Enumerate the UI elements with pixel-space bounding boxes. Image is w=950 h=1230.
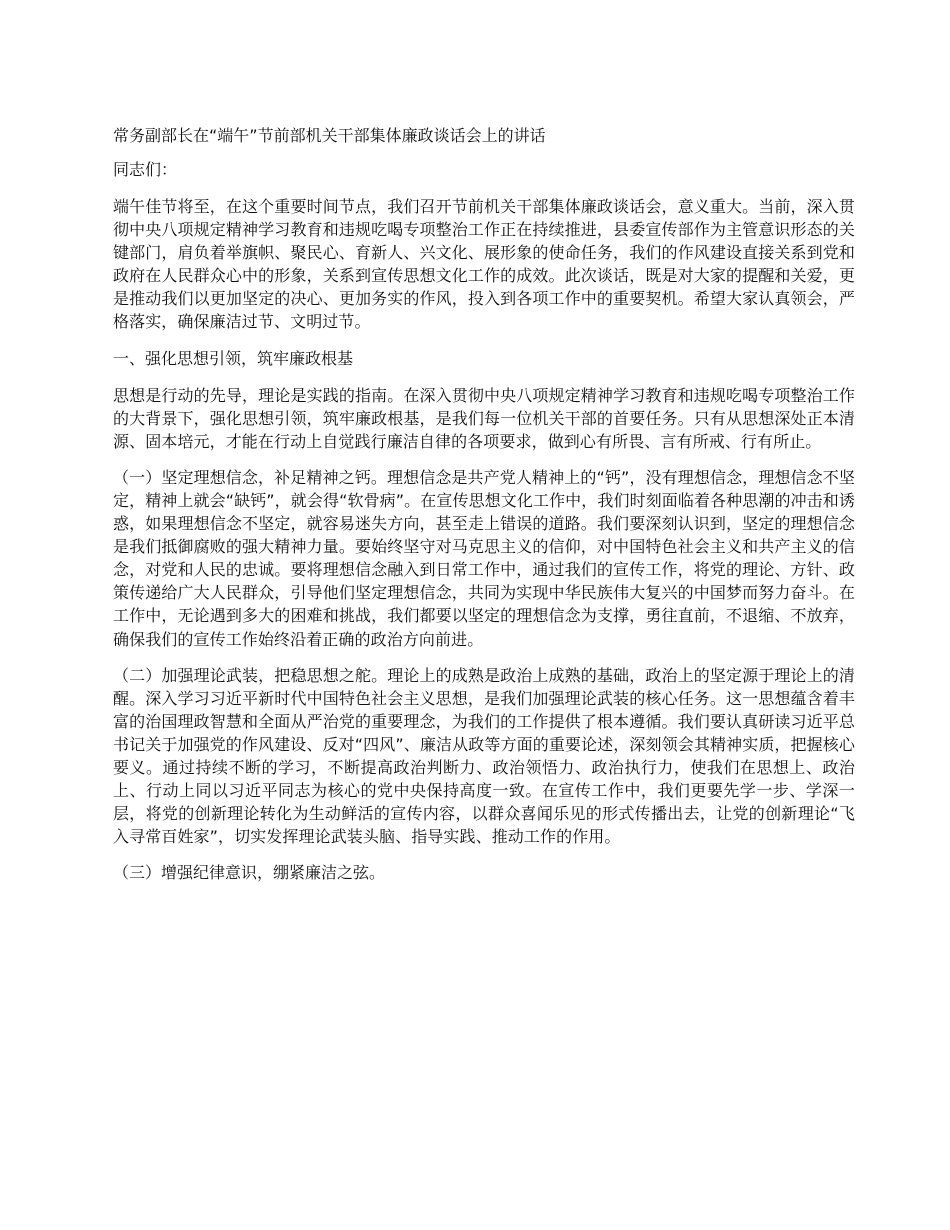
intro-paragraph: 端午佳节将至，在这个重要时间节点，我们召开节前机关干部集体廉政谈话会，意义重大。当前，深入贯彻中央八项规定精神学习教育和违规吃喝专项整治工作正在持续推进，县委宣传部作为主管意识形态的关键部门，肩负着举旗帜、聚民心、育新人、兴文化、展形象的使命任务，我们的作风建设直接关系到党和政府在人民群众心中的形象，关系到宣传思想文化工作的成效。此次谈话，既是对大家的提醒和关爱，更是推动我们以更加坚定的决心、更加务实的作风，投入到各项工作中的重要契机。希望大家认真领会，严格落实，确保廉洁过节、文明过节。 [113, 197, 855, 332]
salutation: 同志们： [113, 160, 178, 179]
subsection-1-paragraph: （一）坚定理想信念，补足精神之钙。理想信念是共产党人精神上的“钙”，没有理想信念，理想信念不坚定，精神上就会“缺钙”，就会得“软骨病”。在宣传思想文化工作中，我们时刻面临着各种思潮的冲击和诱惑，如果理想信念不坚定，就容易迷失方向，甚至走上错误的道路。我们要深刻认识到，坚定的理想信念是我们抵御腐败的强大精神力量。要始终坚守对马克思主义的信仰，对中国特色社会主义和共产主义的信念，对党和人民的忠诚。要将理想信念融入到日常工作中，通过我们的宣传工作，将党的理论、方针、政策传递给广大人民群众，引导他们坚定理想信念，共同为实现中华民族伟大复兴的中国梦而努力奋斗。在工作中，无论遇到多大的困难和挑战，我们都要以坚定的理想信念为支撑，勇往直前，不退缩、不放弃，确保我们的宣传工作始终沿着正确的政治方向前进。 [113, 467, 855, 649]
section-1-paragraph: 思想是行动的先导，理论是实践的指南。在深入贯彻中央八项规定精神学习教育和违规吃喝专项整治工作的大背景下，强化思想引领，筑牢廉政根基，是我们每一位机关干部的首要任务。只有从思想深处正本清源、固本培元，才能在行动上自觉践行廉洁自律的各项要求，做到心有所畏、言有所戒、行有所止。 [113, 385, 855, 451]
subsection-2-paragraph: （二）加强理论武装，把稳思想之舵。理论上的成熟是政治上成熟的基础，政治上的坚定源于理论上的清醒。深入学习习近平新时代中国特色社会主义思想，是我们加强理论武装的核心任务。这一思想蕴含着丰富的治国理政智慧和全面从严治党的重要理念，为我们的工作提供了根本遵循。我们要认真研读习近平总书记关于加强党的作风建设、反对“四风”、廉洁从政等方面的重要论述，深刻领会其精神实质，把握核心要义。通过持续不断的学习，不断提高政治判断力、政治领悟力、政治执行力，使我们在思想上、政治上、行动上同以习近平同志为核心的党中央保持高度一致。在宣传工作中，我们更要先学一步、学深一层，将党的创新理论转化为生动鲜活的宣传内容，以群众喜闻乐见的形式传播出去，让党的创新理论“飞入寻常百姓家”，切实发挥理论武装头脑、指导实践、推动工作的作用。 [113, 665, 855, 847]
document-page [113, 124, 855, 898]
document-title: 常务副部长在“端午”节前部机关干部集体廉政谈话会上的讲话 [113, 126, 546, 145]
subsection-3-heading: （三）增强纪律意识，绷紧廉洁之弦。 [113, 863, 386, 883]
section-heading-1: 一、强化思想引领，筑牢廉政根基 [113, 348, 354, 368]
